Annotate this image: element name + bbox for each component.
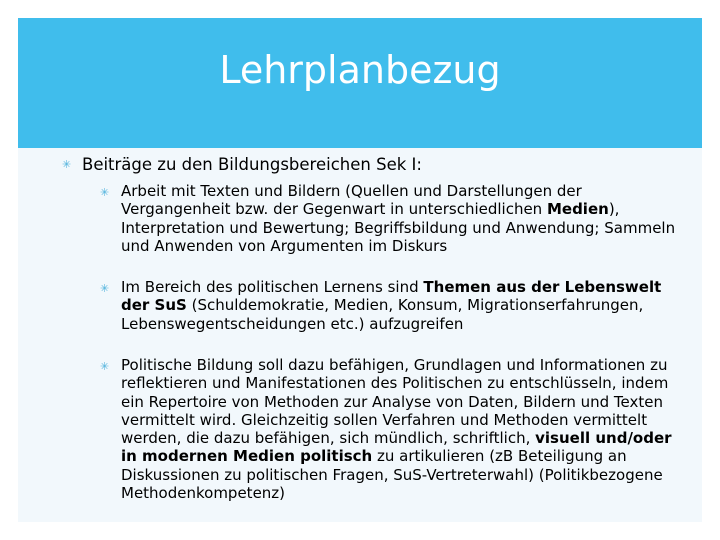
text-segment: Politische Bildung soll dazu befähigen, Grundlagen und Informationen zu reflektieren und Manifestationen des Politischen zu entschlüsseln, indem ein Repertoire von Methoden zur Analyse von Daten, Bildern und Texten vermittelt wird. Gleichzeitig sollen Verfahren und Methoden vermittelt werden, die dazu befähigen, sich mündlich, schriftlich,	[121, 356, 669, 448]
text-segment: (Schuldemokratie, Medien, Konsum, Migrationserfahrungen, Lebenswegentscheidungen etc.) aufzugreifen	[121, 296, 644, 333]
sub-bullet-1	[121, 182, 681, 255]
sub-bullet-3	[121, 356, 681, 502]
text-segment: Arbeit mit Texten und Bildern (Quellen und Darstellungen der Vergangenheit bzw. der Gegenwart in unterschiedlichen	[121, 182, 582, 219]
sub-bullet-2	[121, 278, 681, 333]
main-bullet: Beiträge zu den Bildungsbereichen Sek I:	[82, 155, 422, 174]
bold-segment: Themen aus der Lebenswelt der SuS	[121, 278, 662, 315]
asterisk-bullet-icon: ✳	[100, 186, 110, 199]
asterisk-bullet-icon: ✳	[100, 282, 110, 295]
slide-title: Lehrplanbezug	[219, 48, 501, 92]
text-segment: zu artikulieren (zB Beteiligung an Diskussionen zu politischen Fragen, SuS-Vertreterwahl) (Politikbezogene Methodenkompetenz)	[121, 447, 663, 503]
bold-segment: visuell und/oder in modernen Medien politisch	[121, 429, 672, 466]
asterisk-bullet-icon: ✳	[100, 360, 110, 373]
text-segment: Im Bereich des politischen Lernens sind	[121, 278, 424, 296]
bold-segment: Medien	[546, 200, 609, 219]
text-segment: ), Interpretation und Bewertung; Begriffsbildung und Anwendung; Sammeln und Anwenden von Argumenten im Diskurs	[121, 200, 676, 255]
asterisk-bullet-icon: ✳	[62, 158, 72, 171]
